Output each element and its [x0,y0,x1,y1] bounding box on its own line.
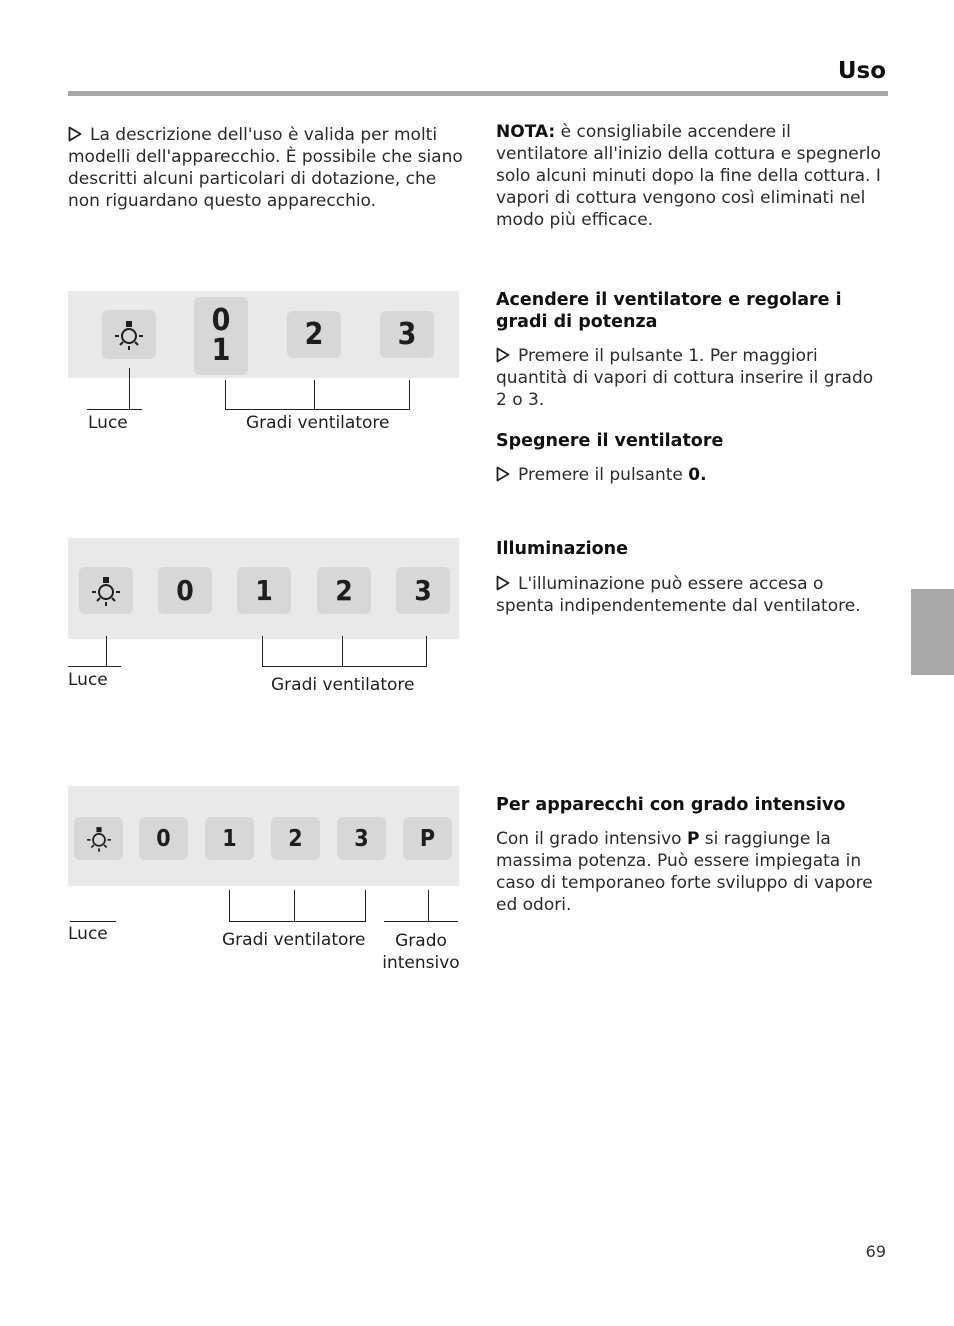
section-heading-lighting: Illuminazione [496,539,629,559]
lamp-icon [82,822,116,856]
label-intensive-line-1: Grado [395,931,447,951]
light-button[interactable] [74,817,123,860]
label-light: Luce [68,670,108,690]
fan-button-3[interactable]: 3 [337,817,386,860]
leader-line [428,890,429,922]
label-intensive-line-2: intensivo [382,953,460,973]
fan-off-paragraph [496,464,886,486]
leader-line [342,636,343,667]
leader-line [409,380,410,410]
leader-line [294,890,295,922]
lighting-paragraph [496,573,886,617]
lamp-icon [109,315,149,355]
light-button[interactable] [79,567,133,614]
fan-off-bold: 0. [688,465,707,485]
section-heading-intensive: Per apparecchi con grado intensivo [496,795,846,815]
triangle-right-icon [496,347,510,363]
label-light: Luce [68,924,108,944]
fan-button-1[interactable]: 1 [205,817,254,860]
leader-line [225,409,410,410]
note-text: è consigliabile accendere il ventilatore all'inizio della cottura e spegnerlo solo alcuni minuti dopo la fine della cottura. I vapori di cottura vengono così eliminati nel modo più efficace. [496,122,881,230]
leader-line [262,666,427,667]
label-light: Luce [88,413,128,433]
page-number: 69 [865,1242,886,1261]
fan-button-3[interactable]: 3 [396,567,450,614]
light-button[interactable] [102,310,156,359]
section-heading-fan-on: Acendere il ventilatore e regolare i gradi di potenza [496,290,842,332]
fan-on-paragraph [496,345,886,411]
intensive-button-p[interactable]: P [403,817,452,860]
fan-on-text: Premere il pulsante 1. Per maggiori quantità di vapori di cottura inserire il grado 2 o 3. [496,346,874,410]
page-title: Uso [837,58,886,84]
leader-line [106,636,107,667]
intensive-text-before: Con il grado intensivo [496,829,687,849]
triangle-right-icon [68,126,82,142]
leader-line [129,368,130,410]
label-intensive-level [379,930,463,974]
key-label-0: 0 [211,303,231,338]
side-tab [911,589,954,675]
leader-line [262,636,263,667]
fan-button-1[interactable]: 1 [237,567,291,614]
triangle-right-icon [496,466,510,482]
fan-button-3[interactable]: 3 [380,311,434,358]
leader-line [229,890,230,922]
leader-line [229,921,366,922]
fan-button-2[interactable]: 2 [317,567,371,614]
label-fan-levels: Gradi ventilatore [271,675,415,695]
leader-line [87,409,142,410]
leader-line [426,636,427,667]
leader-line [70,921,116,922]
key-label-1: 1 [211,333,231,368]
label-fan-levels: Gradi ventilatore [222,930,366,950]
intensive-text-after: si raggiunge la massima potenza. Può essere impiegata in caso di temporaneo forte sviluppo di vapore ed odori. [496,829,873,915]
fan-button-2[interactable]: 2 [271,817,320,860]
label-fan-levels: Gradi ventilatore [246,413,390,433]
lighting-text: L'illuminazione può essere accesa o spenta indipendentemente dal ventilatore. [496,574,861,616]
note-paragraph [496,121,886,231]
leader-line [314,380,315,410]
fan-button-0[interactable]: 0 [139,817,188,860]
section-heading-fan-off: Spegnere il ventilatore [496,431,724,451]
leader-line [365,890,366,922]
triangle-right-icon [496,575,510,591]
intro-paragraph [68,124,463,212]
leader-line [68,666,121,667]
note-label: NOTA: [496,122,556,142]
header-rule [68,91,888,96]
fan-off-text: Premere il pulsante [518,465,689,485]
fan-button-2[interactable]: 2 [287,311,341,358]
intensive-paragraph [496,828,881,916]
intro-text: La descrizione dell'uso è valida per molti modelli dell'apparecchio. È possibile che siano descritti alcuni particolari di dotazione, che non riguardano questo apparecchio. [68,125,463,211]
intensive-bold: P [686,829,700,849]
fan-button-0[interactable]: 0 [158,567,212,614]
leader-line [225,380,226,410]
leader-line [384,921,458,922]
control-panel-3 [68,786,459,886]
lamp-icon [86,571,126,611]
fan-button-0-1[interactable] [194,297,248,375]
